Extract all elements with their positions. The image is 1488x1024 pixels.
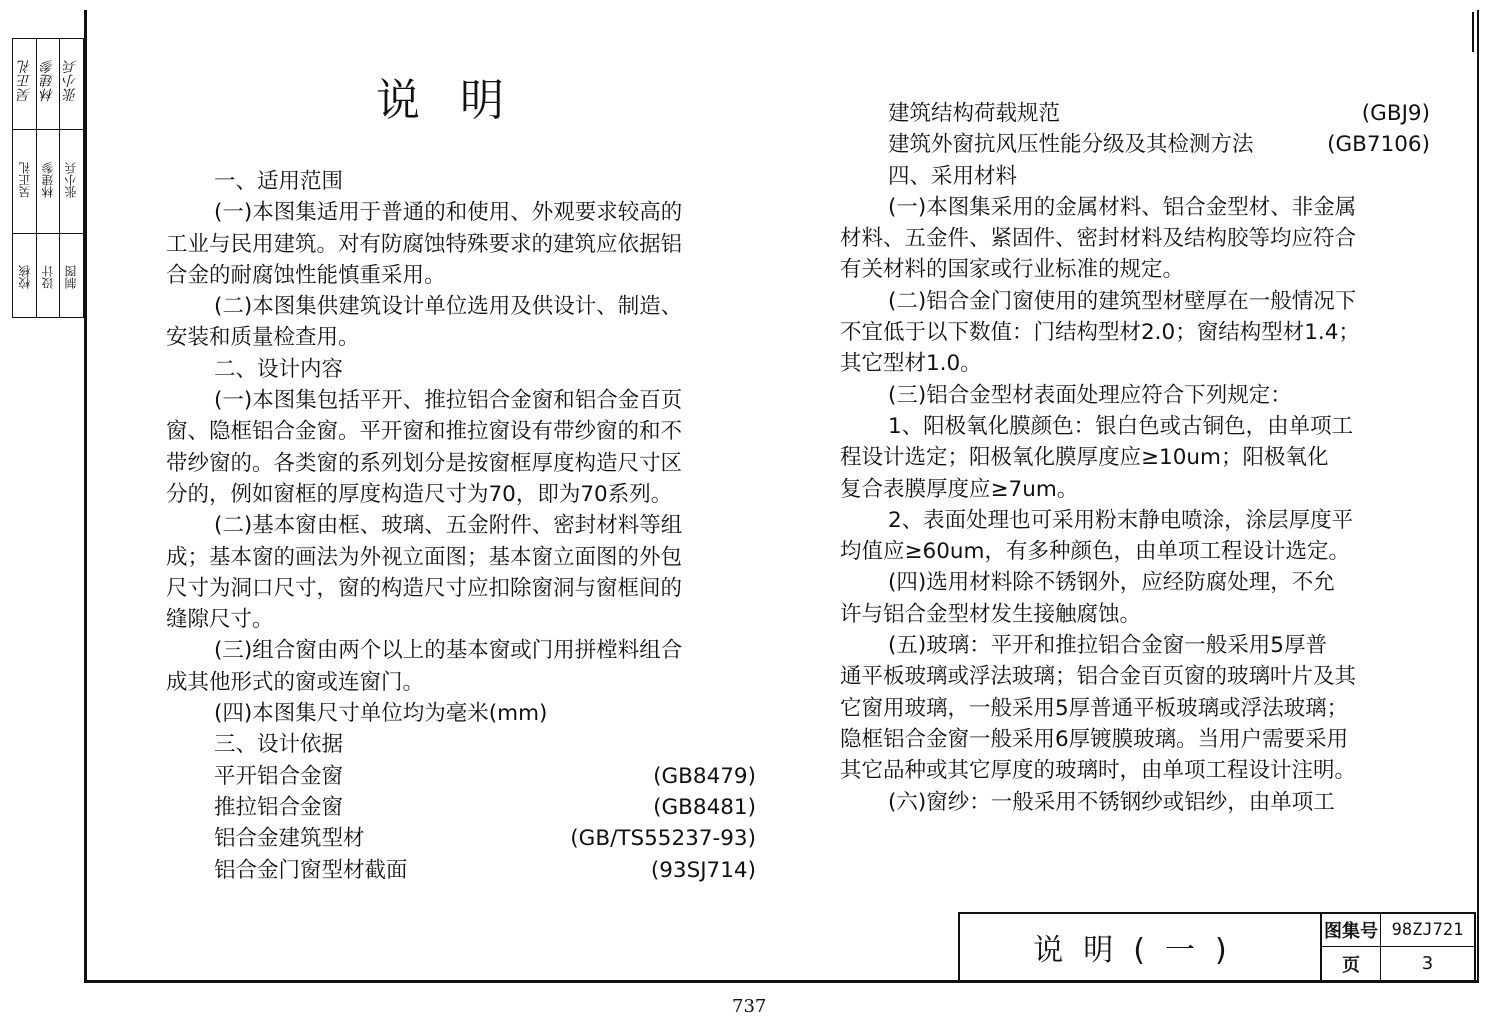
text-line: 四、采用材料 [888,163,1018,189]
text-line: 三、设计依据 [214,732,344,758]
reference-code: (GBJ9) [1361,101,1430,126]
reference-name: 平开铝合金窗 [214,763,344,789]
atlas-number-label: 图集号 [1322,914,1381,947]
references-left [166,761,756,886]
text-line: 材料、五金件、紧固件、密封材料及结构胶等均应符合 [840,226,1357,252]
text-line: 有关材料的国家或行业标准的规定。 [840,257,1185,283]
references-right [840,98,1430,161]
text-line: (六)窗纱：一般采用不锈钢纱或铝纱，由单项工 [888,789,1335,815]
stamp-divider [13,129,83,130]
stamp-column [59,39,84,317]
text-line: 成其他形式的窗或连窗门。 [166,669,425,695]
text-line: 通平板玻璃或浮法玻璃；铝合金百页窗的玻璃叶片及其 [840,664,1357,690]
text-line: 分的，例如窗框的厚度构造尺寸为70，即为70系列。 [166,481,673,507]
reference-code: (GB8481) [653,794,756,820]
text-line: 工业与民用建筑。对有防腐蚀特殊要求的建筑应依据铝 [166,231,683,257]
stamp-name: 吴正礼 [17,162,32,198]
page-label: 页 [1322,947,1381,980]
text-line: 带纱窗的。各类窗的系列划分是按窗框厚度构造尺寸区 [166,450,683,476]
stamp-column [13,39,37,317]
reference-code: (GB/TS55237-93) [570,826,756,852]
text-line: (一)本图集包括平开、推拉铝合金窗和铝合金百页 [214,388,683,414]
signature: 吴正礼 [16,60,33,102]
text-line: (五)玻璃：平开和推拉铝合金窗一般采用5厚普 [888,633,1327,659]
text-line: 2、表面处理也可采用粉末静电喷涂，涂层厚度平 [888,507,1354,533]
atlas-number: 98ZJ721 [1381,914,1474,947]
stamp-column [36,39,60,317]
reference-name: 建筑外窗抗风压性能分级及其检测方法 [888,132,1254,158]
text-line: 其它型材1.0。 [840,351,982,377]
signature: 张小兵 [62,60,79,102]
reference-code: (GB7106) [1327,132,1430,158]
reference-name: 铝合金建筑型材 [214,826,365,852]
reference-code: (GB8479) [653,763,756,789]
reference-line [166,855,756,886]
text-line: (一)本图集适用于普通的和使用、外观要求较高的 [214,200,683,226]
page-number: 737 [732,996,767,1017]
text-line: (二)本图集供建筑设计单位选用及供设计、制造、 [214,294,683,320]
text-line: 复合表膜厚度应≥7um。 [840,476,1079,502]
text-line: (三)铝合金型材表面处理应符合下列规定： [888,382,1292,408]
reference-name: 建筑结构荷载规范 [888,101,1061,126]
right-column [840,98,1430,818]
title-block [958,912,1476,982]
stamp-role: 制图 [63,265,78,289]
text-line: (四)本图集尺寸单位均为毫米(mm) [214,701,548,727]
text-line: 不宜低于以下数值：门结构型材2.0；窗结构型材1.4； [840,320,1360,346]
text-line: 窗、隐框铝合金窗。平开窗和推拉窗设有带纱窗的和不 [166,419,683,445]
text-line: 隐框铝合金窗一般采用6厚镀膜玻璃。当用户需要采用 [840,726,1349,752]
stamp-role: 设计 [40,265,55,289]
sheet-border-tick [1472,12,1474,52]
reference-line [166,761,756,792]
signature: 林建参 [39,60,56,102]
text-line: 合金的耐腐蚀性能慎重采用。 [166,262,446,288]
left-column [166,166,756,886]
reference-line [166,792,756,823]
page-value: 3 [1421,953,1434,974]
text-line: 均值应≥60um，有多种颜色，由单项工程设计选定。 [840,539,1350,565]
text-line: (一)本图集采用的金属材料、铝合金型材、非金属 [888,194,1357,220]
text-line: 成；基本窗的画法为外视立面图；基本窗立面图的外包 [166,544,683,570]
right-paragraphs [840,161,1430,818]
text-line: 一、适用范围 [214,169,344,194]
text-line: 许与铝合金型材发生接触腐蚀。 [840,601,1142,627]
reference-line [840,129,1430,160]
text-line: 1、阳极氧化膜颜色：银白色或古铜色，由单项工 [888,413,1354,439]
left-paragraphs [166,166,756,761]
text-line: 二、设计内容 [214,356,344,382]
stamp-divider [13,233,83,234]
text-line: 安装和质量检查用。 [166,325,360,351]
text-line: 它窗用玻璃，一般采用5厚普通平板玻璃或浮法玻璃； [840,695,1349,721]
text-line: (三)组合窗由两个以上的基本窗或门用拼樘料组合 [214,638,683,664]
reference-line [840,98,1430,129]
text-line: 尺寸为洞口尺寸，窗的构造尺寸应扣除窗洞与窗框间的 [166,575,683,601]
reference-code: (93SJ714) [650,857,756,883]
text-line: 缝隙尺寸。 [166,607,274,633]
text-line: (四)选用材料除不锈钢外，应经防腐处理，不允 [888,570,1335,596]
stamp-name: 张小兵 [63,162,78,198]
reference-name: 铝合金门窗型材截面 [214,857,408,883]
approval-stamp [12,38,84,318]
reference-name: 推拉铝合金窗 [214,794,344,820]
stamp-name: 林建参 [40,162,55,198]
title-block-title: 说明(一) [960,914,1322,980]
text-line: 其它品种或其它厚度的玻璃时，由单项工程设计注明。 [840,758,1357,784]
page-title: 说明 [376,75,544,126]
text-line: (二)铝合金门窗使用的建筑型材壁厚在一般情况下 [888,288,1357,314]
text-line: 程设计选定；阳极氧化膜厚度应≥10um；阳极氧化 [840,445,1329,471]
text-line: (二)基本窗由框、玻璃、五金附件、密封材料等组 [214,513,683,539]
reference-line [166,823,756,854]
stamp-role: 校核 [17,265,32,289]
